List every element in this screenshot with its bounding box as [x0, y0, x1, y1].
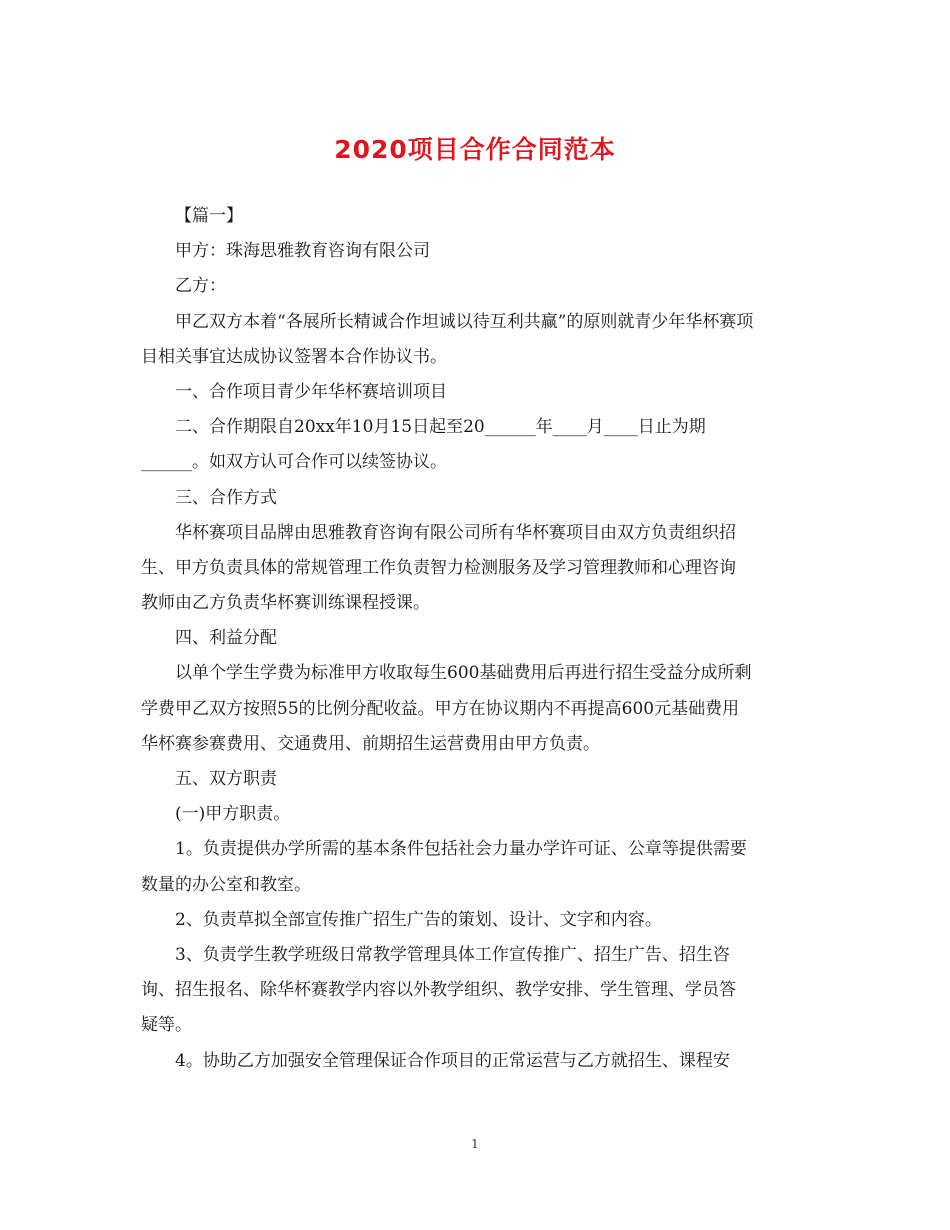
text-line: 询、招生报名、除华杯赛教学内容以外教学组织、教学安排、学生管理、学员答	[141, 980, 736, 1001]
text-line: 四、利益分配	[175, 628, 277, 649]
text-line: 教师由乙方负责华杯赛训练课程授课。	[141, 593, 430, 614]
text-line: 1。负责提供办学所需的基本条件包括社会力量办学许可证、公章等提供需要	[175, 839, 747, 860]
text-line: 五、双方职责	[175, 769, 277, 789]
document-body	[141, 199, 811, 1079]
text-line: (一)甲方职责。	[175, 804, 291, 825]
text-line: 学费甲乙双方按照55的比例分配收益。甲方在协议期内不再提高600元基础费用	[141, 698, 740, 719]
text-line: 4。协助乙方加强安全管理保证合作项目的正常运营与乙方就招生、课程安	[175, 1050, 730, 1071]
text-line: 二、合作期限自20xx年10月15日起至20______年____月____日止为期	[175, 417, 706, 438]
text-line: 疑等。	[141, 1015, 192, 1036]
text-line: 一、合作项目青少年华杯赛培训项目	[175, 381, 447, 402]
text-line: 华杯赛参赛费用、交通费用、前期招生运营费用由甲方负责。	[141, 733, 600, 754]
page-number: 1	[471, 1137, 479, 1151]
text-line: 甲方：珠海思雅教育咨询有限公司	[175, 241, 430, 262]
text-line: 数量的办公室和教室。	[141, 874, 311, 895]
text-line: 2、负责草拟全部宣传推广招生广告的策划、设计、文字和内容。	[175, 909, 662, 930]
text-line: 华杯赛项目品牌由思雅教育咨询有限公司所有华杯赛项目由双方负责组织招	[175, 522, 736, 543]
document-title: 2020项目合作合同范本	[334, 135, 616, 164]
text-line: 目相关事宜达成协议签署本合作协议书。	[141, 346, 447, 367]
text-line: 以单个学生学费为标准甲方收取每生600基础费用后再进行招生受益分成所剩	[175, 663, 752, 684]
text-line: 甲乙双方本着“各展所长精诚合作坦诚以待互利共赢”的原则就青少年华杯赛项	[175, 311, 754, 332]
text-line: 三、合作方式	[175, 487, 277, 508]
text-line: 【篇一】	[175, 206, 243, 226]
text-line: ______。如双方认可合作可以续签协议。	[141, 452, 447, 473]
text-line: 3、负责学生教学班级日常教学管理具体工作宣传推广、招生广告、招生咨	[175, 944, 730, 965]
text-line: 乙方：	[175, 276, 226, 297]
text-line: 生、甲方负责具体的常规管理工作负责智力检测服务及学习管理教师和心理咨询	[141, 557, 736, 578]
